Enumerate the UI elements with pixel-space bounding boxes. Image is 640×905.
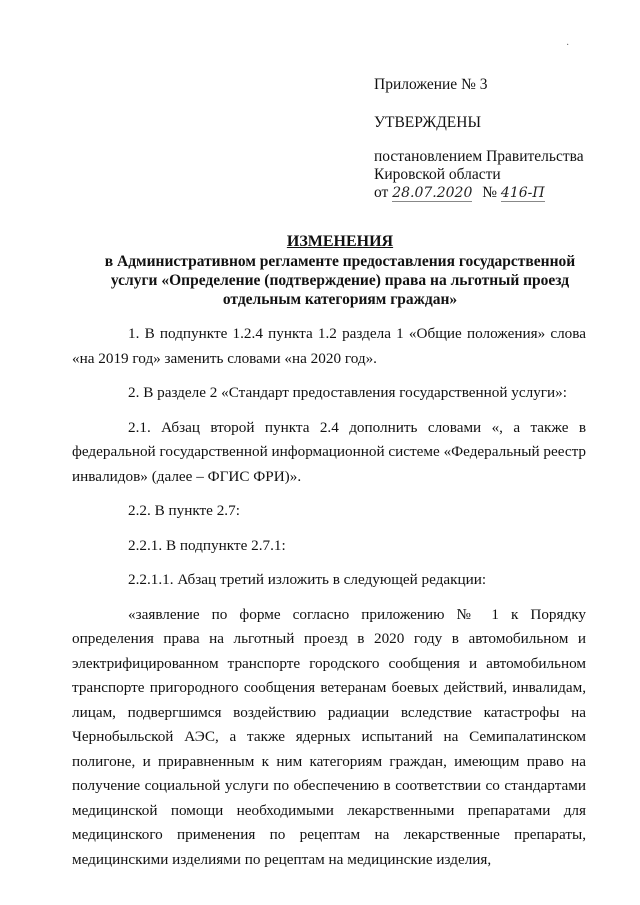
approved-label: УТВЕРЖДЕНЫ [374, 114, 481, 131]
heading-line-1: в Административном регламенте предоставления государственной [104, 253, 576, 270]
scan-speck: · [566, 40, 570, 51]
annex-number: Приложение № 3 [374, 76, 488, 93]
approval-line-2: Кировской области [374, 166, 501, 183]
paragraph-4: 2.2. В пункте 2.7: [128, 502, 240, 519]
document-body [72, 322, 586, 872]
heading-title: ИЗМЕНЕНИЯ [286, 233, 394, 250]
heading-line-3: отдельным категориям граждан» [222, 291, 458, 308]
handwritten-number: 416-П [500, 185, 545, 201]
paragraph-1: 1. В подпункте 1.2.4 пункта 1.2 раздела 1 «Общие положения» слова «на 2019 год» заменить словами «на 2020 год». [72, 325, 586, 367]
document-heading [60, 232, 620, 309]
paragraph-7: «заявление по форме согласно приложению № 1 к Порядку определения права на льготный проезд в 2020 году в автомобильном и электрифицированном транспорте городского сообщения и автомобильном транспорте пригородного сообщения ветеранам боевых действий, инвалидам, лицам, подвергшимся воздействию радиации вследствие катастрофы на Чернобыльской АЭС, а также ядерных испытаний на Семипалатинском полигоне, и приравненным к ним категориям граждан, имеющим право на получение социальной услуги по обеспечению в соответствии со стандартами медицинской помощи необходимыми лекарственными препаратами для медицинского применения по рецептам на лекарственные препараты, медицинскими изделиями по рецептам на медицинские изделия, [72, 605, 586, 868]
approval-block [374, 76, 624, 202]
approval-line-1: постановлением Правительства [374, 148, 584, 165]
handwritten-date: 28.07.2020 [392, 185, 473, 201]
paragraph-3: 2.1. Абзац второй пункта 2.4 дополнить словами «, а также в федеральной государственной информационной системе «Федеральный реестр инвалидов» (далее – ФГИС ФРИ)». [72, 418, 587, 485]
paragraph-2: 2. В разделе 2 «Стандарт предоставления государственной услуги»: [128, 384, 567, 401]
approval-date-line [374, 184, 624, 202]
paragraph-6: 2.2.1.1. Абзац третий изложить в следующей редакции: [128, 571, 487, 588]
date-prefix: от [374, 184, 389, 201]
heading-line-2: услуги «Определение (подтверждение) права на льготный проезд [110, 272, 570, 289]
number-prefix: № [482, 184, 498, 201]
paragraph-5: 2.2.1. В подпункте 2.7.1: [128, 536, 286, 554]
